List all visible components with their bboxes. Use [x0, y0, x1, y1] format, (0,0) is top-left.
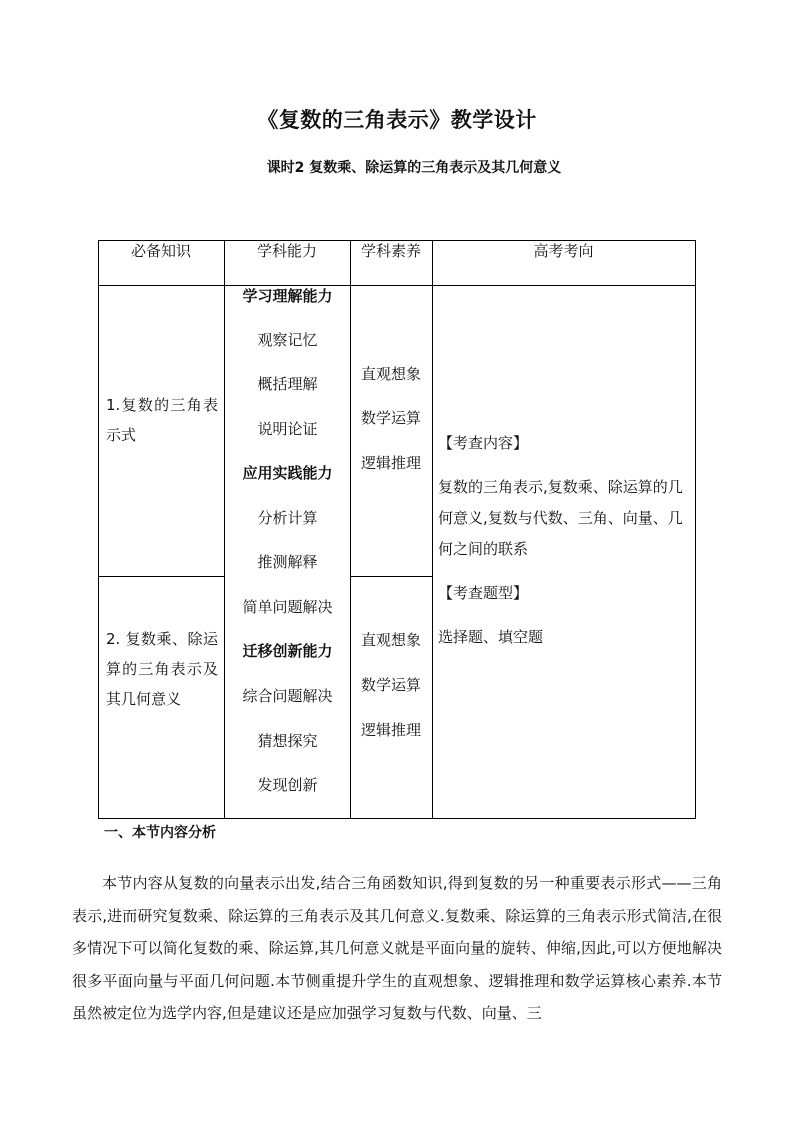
section-paragraph: 本节内容从复数的向量表示出发,结合三角函数知识,得到复数的另一种重要表示形式——三角表示,进而研究复数乘、除运算的三角表示及其几何意义.复数乘、除运算的三角表示形式简洁,在很多情况下可以简化复数的乘、除运算,其几何意义就是平面向量的旋转、伸缩,因此,可以方便地解决很多平面向量与平面几何问题.本节侧重提升学生的直观想象、逻辑推理和数学运算核心素养.本节虽然被定位为选学内容,但是建议还是应加强学习复数与代数、向量、三 [72, 874, 722, 1022]
ability-item: 说明论证 [257, 420, 318, 438]
literacy-item: 逻辑推理 [360, 454, 421, 472]
ability-item: 推测解释 [257, 553, 318, 571]
ability-item: 分析计算 [257, 509, 318, 527]
exam-content-label: 【考查内容】 [438, 434, 529, 452]
ability-item: 简单问题解决 [242, 598, 333, 616]
knowledge-item-2: 2. 复数乘、除运算的三角表示及其几何意义 [106, 630, 218, 708]
ability-item: 概括理解 [257, 375, 318, 393]
table-border-right [695, 240, 696, 819]
section-heading: 一、本节内容分析 [104, 825, 216, 841]
literacy-item: 数学运算 [360, 676, 421, 694]
table-header-divider [98, 285, 696, 286]
ability-group-learning: 学习理解能力 [242, 287, 333, 305]
exam-content-text: 复数的三角表示,复数乘、除运算的几何意义,复数与代数、三角、向量、几何之间的联系 [438, 478, 683, 558]
ability-item: 观察记忆 [257, 331, 318, 349]
ability-item: 综合问题解决 [242, 687, 333, 705]
header-knowledge: 必备知识 [130, 242, 191, 260]
table-border-left [98, 240, 99, 819]
table-row-divider-knowledge [98, 576, 225, 577]
table-border-top [98, 240, 696, 241]
ability-group-innovation: 迁移创新能力 [242, 642, 333, 660]
literacy-item: 直观想象 [360, 365, 421, 383]
exam-type-label: 【考查题型】 [438, 584, 529, 602]
document-title: 《复数的三角表示》教学设计 [257, 108, 537, 132]
table-col-divider-3 [432, 240, 433, 819]
header-exam: 高考考向 [533, 242, 594, 260]
table-border-bottom [98, 818, 696, 819]
literacy-item: 逻辑推理 [360, 721, 421, 739]
table-col-divider-1 [224, 240, 225, 819]
document-subtitle: 课时2 复数乘、除运算的三角表示及其几何意义 [266, 160, 562, 176]
literacy-item: 数学运算 [360, 409, 421, 427]
literacy-item: 直观想象 [360, 631, 421, 649]
ability-group-application: 应用实践能力 [242, 464, 333, 482]
header-literacy: 学科素养 [360, 242, 421, 260]
exam-type-text: 选择题、填空题 [438, 628, 544, 646]
ability-item: 发现创新 [257, 776, 318, 794]
knowledge-item-1: 1.复数的三角表示式 [106, 396, 218, 444]
ability-item: 猜想探究 [257, 732, 318, 750]
header-ability: 学科能力 [256, 242, 317, 260]
table-row-divider-literacy [350, 576, 433, 577]
